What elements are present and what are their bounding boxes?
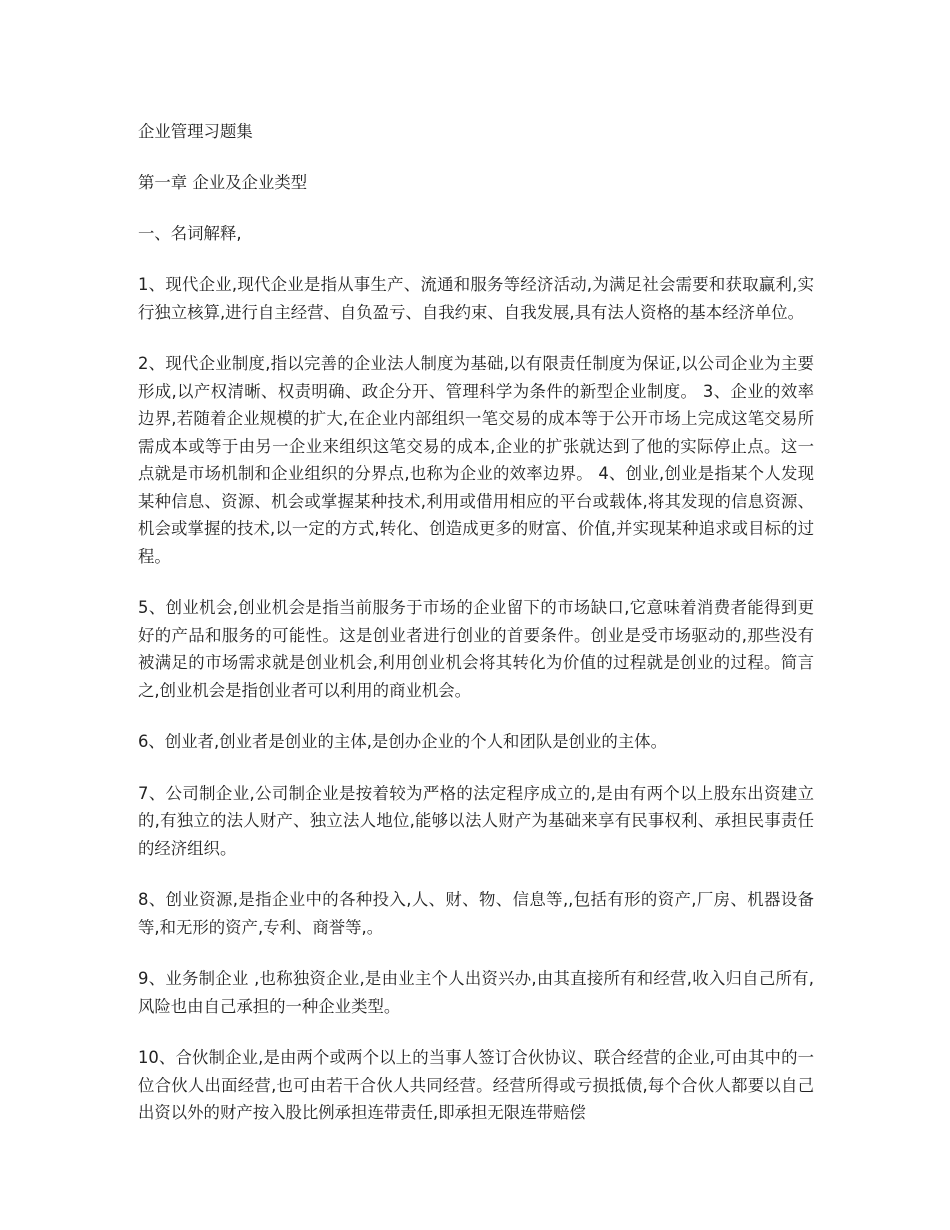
document-body: [138, 118, 814, 1127]
paragraph-8: 10、合伙制企业,是由两个或两个以上的当事人签订合伙协议、联合经营的企业,可由其中的一位合伙人出面经营,也可由若干合伙人共同经营。经营所得或亏损抵债,每个合伙人都要以自己出资以外的财产按入股比例承担连带责任,即承担无限连带赔偿: [138, 1048, 814, 1122]
document-title: 企业管理习题集: [138, 122, 253, 141]
paragraph-3: 5、创业机会,创业机会是指当前服务于市场的企业留下的市场缺口,它意味着消费者能得到更好的产品和服务的可能性。这是创业者进行创业的首要条件。创业是受市场驱动的,那些没有被满足的市场需求就是创业机会,利用创业机会将其转化为价值的过程就是创业的过程。简言之,创业机会是指创业者可以利用的商业机会。: [138, 598, 814, 700]
chapter-heading: 第一章 企业及企业类型: [138, 173, 308, 192]
paragraph-7: 9、业务制企业 ,也称独资企业,是由业主个人出资兴办,由其直接所有和经营,收入归自己所有,风险也由自己承担的一种企业类型。: [138, 969, 814, 1016]
paragraph-2: 2、现代企业制度,指以完善的企业法人制度为基础,以有限责任制度为保证,以公司企业为主要形成,以产权清晰、权责明确、政企分开、管理科学为条件的新型企业制度。 3、企业的效率边界,若随着企业规模的扩大,在企业内部组织一笔交易的成本等于公开市场上完成这笔交易所需成本或等于由另一企业来组织这笔交易的成本,企业的扩张就达到了他的实际停止点。这一点就是市场机制和企业组织的分界点,也称为企业的效率边界。 4、创业,创业是指某个人发现某种信息、资源、机会或掌握某种技术,利用或借用相应的平台或载体,将其发现的信息资源、机会或掌握的技术,以一定的方式,转化、创造成更多的财富、价值,并实现某种追求或目标的过程。: [138, 354, 814, 566]
paragraph-6: 8、创业资源,是指企业中的各种投入,人、财、物、信息等,,包括有形的资产,厂房、机器设备等,和无形的资产,专利、商誉等,。: [138, 890, 814, 937]
section-heading: 一、名词解释,: [138, 224, 242, 243]
paragraph-4: 6、创业者,创业者是创业的主体,是创办企业的个人和团队是创业的主体。: [138, 732, 667, 751]
paragraph-1: 1、现代企业,现代企业是指从事生产、流通和服务等经济活动,为满足社会需要和获取赢利,实行独立核算,进行自主经营、自负盈亏、自我约束、自我发展,具有法人资格的基本经济单位。: [138, 275, 814, 322]
paragraph-5: 7、公司制企业,公司制企业是按着较为严格的法定程序成立的,是由有两个以上股东出资建立的,有独立的法人财产、独立法人地位,能够以法人财产为基础来享有民事权利、承担民事责任的经济组织。: [138, 783, 814, 858]
